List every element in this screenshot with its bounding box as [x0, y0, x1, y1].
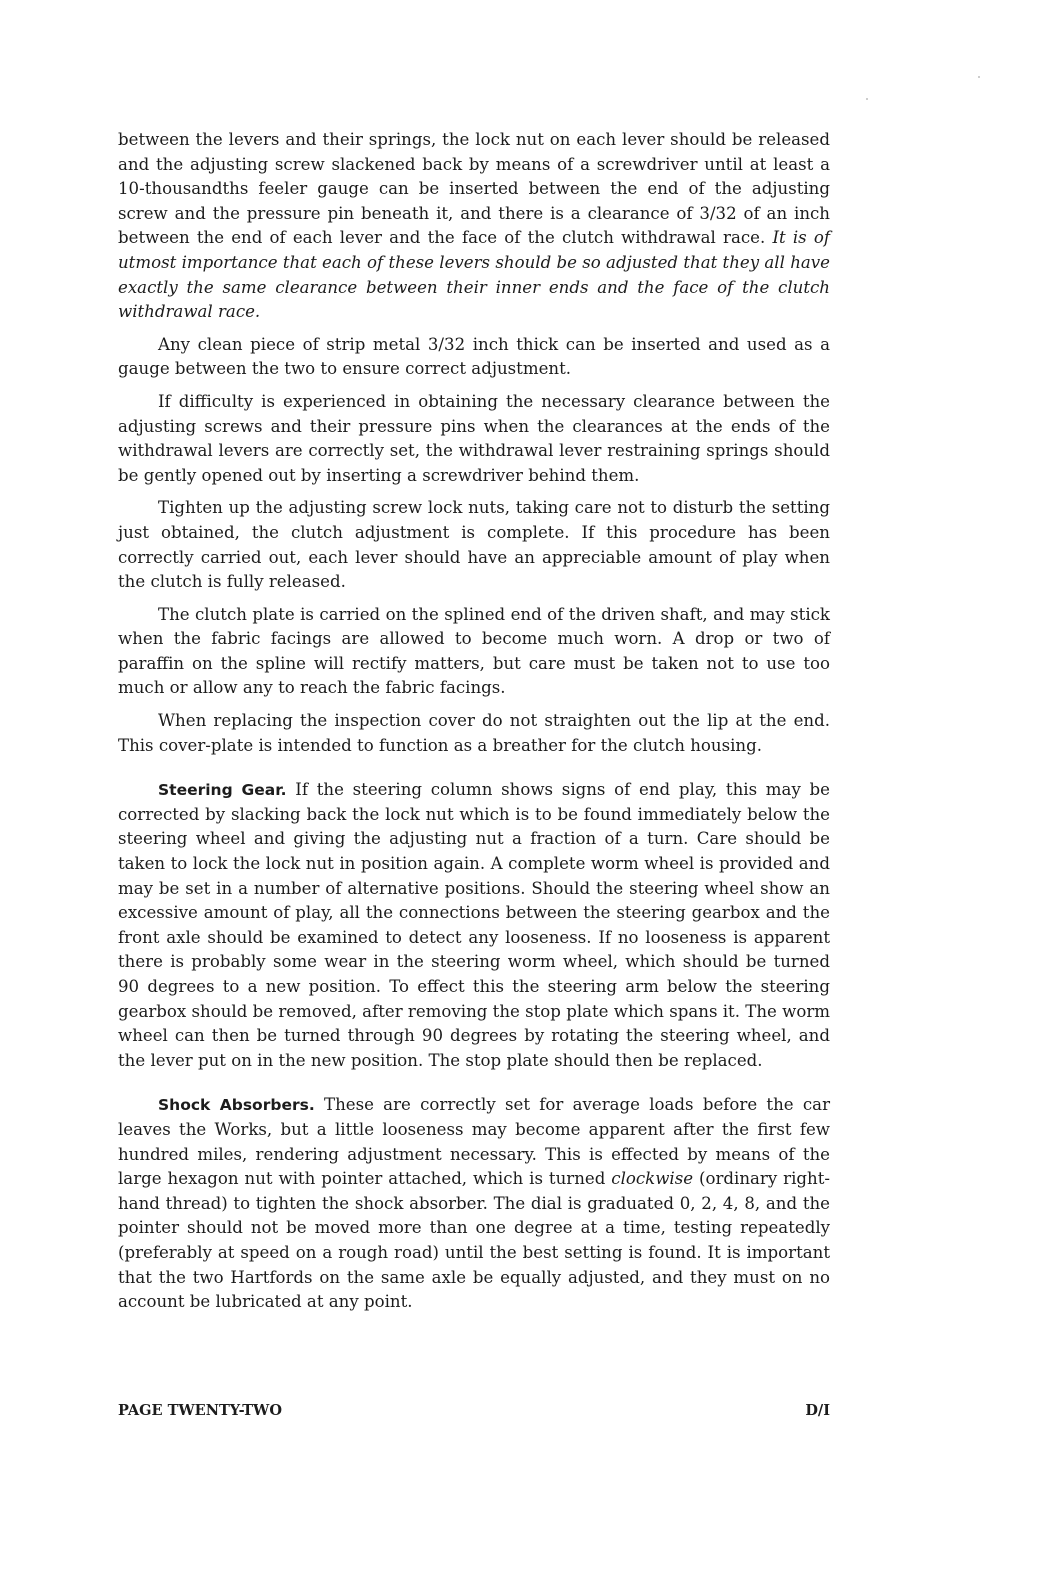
- section-heading: Shock Absorbers.: [158, 1096, 315, 1115]
- section-shock-absorbers: [118, 1093, 830, 1314]
- paragraph-inspection-cover: When replacing the inspection cover do not straighten out the lip at the end. This cover-plate is intended to function as a breather for the clutch housing.: [118, 711, 830, 755]
- paragraph-clutch-levers: [118, 128, 830, 325]
- page-body: [118, 128, 830, 1315]
- page-footer: [118, 1402, 830, 1419]
- paragraph-clutch-plate: The clutch plate is carried on the splined end of the driven shaft, and may stick when the fabric facings are allowed to become much worn. A drop or two of paraffin on the spline will rectify matters, but care must be taken not to use too much or allow any to reach the fabric facings.: [118, 604, 830, 698]
- section-heading: Steering Gear.: [158, 781, 287, 800]
- page-number: PAGE TWENTY-TWO: [118, 1402, 282, 1419]
- emphasis-text: clockwise: [611, 1169, 694, 1189]
- emphasis-text: It is of utmost importance that each of these levers should be so adjusted that they all have exactly the same clearance between their inner ends and the face of the clutch withdrawal race.: [118, 228, 830, 322]
- paragraph-lock-nuts: Tighten up the adjusting screw lock nuts, taking care not to disturb the setting just obtained, the clutch adjustment is complete. If this procedure has been correctly carried out, each lever should have an appreciable amount of play when the clutch is fully released.: [118, 498, 830, 592]
- paragraph-text: between the levers and their springs, the lock nut on each lever should be released and the adjusting screw slackened back by means of a screwdriver until at least a 10-thousandths feeler gauge can be inserted between the end of the adjusting screw and the pressure pin beneath it, and there is a clearance of 3/32 of an inch between the end of each lever and the face of the clutch withdrawal race.: [118, 130, 830, 248]
- section-text: (ordinary right-hand thread) to tighten the shock absorber. The dial is graduated 0, 2, 4, 8, and the pointer should not be moved more than one degree at a time, testing repeatedly (preferably at speed on a rough road) until the best setting is found. It is important that the two Hartfords on the same axle be equally adjusted, and they must on no account be lubricated at any point.: [118, 1169, 831, 1312]
- section-steering-gear: [118, 778, 830, 1073]
- scan-speck: [866, 98, 868, 100]
- paragraph-gauge: Any clean piece of strip metal 3/32 inch thick can be inserted and used as a gauge between the two to ensure correct adjustment.: [118, 334, 830, 379]
- section-text: If the steering column shows signs of end play, this may be corrected by slacking back the lock nut which is to be found immediately below the steering wheel and giving the adjusting nut a fraction of a turn. Care should be taken to lock the lock nut in position again. A complete worm wheel is provided and may be set in a number of alternative positions. Should the steering wheel show an excessive amount of play, all the connections between the steering gearbox and the front axle should be examined to detect any looseness. If no looseness is apparent there is probably some wear in the steering worm wheel, which should be turned 90 degrees to a new position. To effect this the steering arm below the steering gearbox should be removed, after removing the stop plate which spans it. The worm wheel can then be turned through 90 degrees by rotating the steering wheel, and the lever put on in the new position. The stop plate should then be replaced.: [118, 780, 830, 1070]
- section-text: These are correctly set for average loads before the car leaves the Works, but a little looseness may become apparent after the first few hundred miles, rendering adjustment necessary. This is effected by means of the large hexagon nut with pointer attached, which is turned: [118, 1095, 831, 1189]
- scan-speck: [978, 76, 980, 78]
- paragraph-clearance: If difficulty is experienced in obtaining the necessary clearance between the adjusting screws and their pressure pins when the clearances at the ends of the withdrawal levers are correctly set, the withdrawal lever restraining springs should be gently opened out by inserting a screwdriver behind them.: [118, 391, 830, 485]
- document-code: D/I: [805, 1402, 830, 1419]
